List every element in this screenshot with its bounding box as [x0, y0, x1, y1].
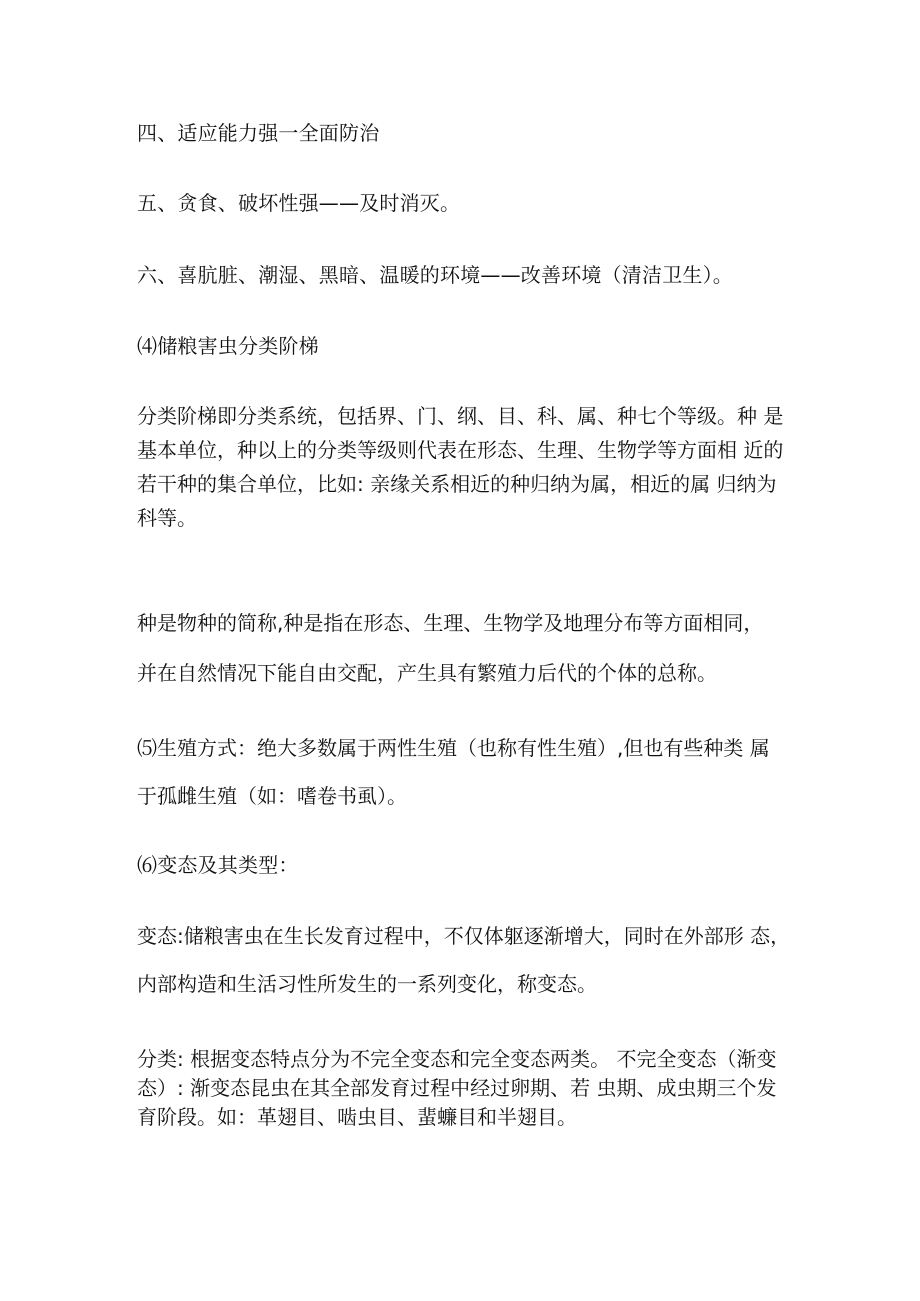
text-line: 基本单位，种以上的分类等级则代表在形态、生理、生物学等方面相 近的 — [137, 438, 784, 462]
text-line: ⑸生殖方式：绝大多数属于两性生殖（也称有性生殖）,但也有些种类 属 — [137, 736, 770, 760]
text-line: 种是物种的简称,种是指在形态、生理、生物学及地理分布等方面相同， — [137, 611, 764, 635]
paragraph-gluttony: 五、贪食、破坏性强——及时消灭。 — [137, 191, 461, 215]
section-heading-classification: ⑷储粮害虫分类阶梯 — [137, 334, 319, 358]
paragraph-adaptability: 四、适应能力强一全面防治 — [137, 121, 380, 145]
paragraph-environment: 六、喜肮脏、潮湿、黑暗、温暖的环境——改善环境（清洁卫生）。 — [137, 263, 733, 287]
paragraph-metamorphosis-types — [137, 1046, 792, 1130]
paragraph-metamorphosis-definition — [137, 923, 792, 997]
paragraph-reproduction — [137, 735, 792, 809]
text-line: 并在自然情况下能自由交配，产生具有繁殖力后代的个体的总称。 — [137, 661, 717, 685]
text-line: 态）: 渐变态昆虫在其全部发育过程中经过卵期、若 虫期、成虫期三个发 — [137, 1076, 777, 1100]
paragraph-classification-system — [137, 403, 792, 531]
section-heading-metamorphosis: ⑹变态及其类型： — [137, 853, 299, 877]
text-line: 科等。 — [137, 506, 197, 530]
text-line: 分类: 根据变态特点分为不完全变态和完全变态两类。 不完全变态（渐变 — [137, 1047, 777, 1071]
text-line: 分类阶梯即分类系统，包括界、门、纲、目、科、属、种七个等级。种 是 — [137, 404, 784, 428]
text-line: 变态:储粮害虫在生长发育过程中，不仅体躯逐渐增大，同时在外部形 态， — [137, 924, 791, 948]
text-line: 若干种的集合单位，比如: 亲缘关系相近的种归纳为属，相近的属 归纳为 — [137, 472, 777, 496]
paragraph-species-definition — [137, 610, 792, 686]
text-line: 于孤雌生殖（如：嗜卷书虱）。 — [137, 784, 407, 808]
text-line: 内部构造和生活习性所发生的一系列变化，称变态。 — [137, 972, 597, 996]
text-line: 育阶段。如：革翅目、啮虫目、蜚蠊目和半翅目。 — [137, 1105, 577, 1129]
